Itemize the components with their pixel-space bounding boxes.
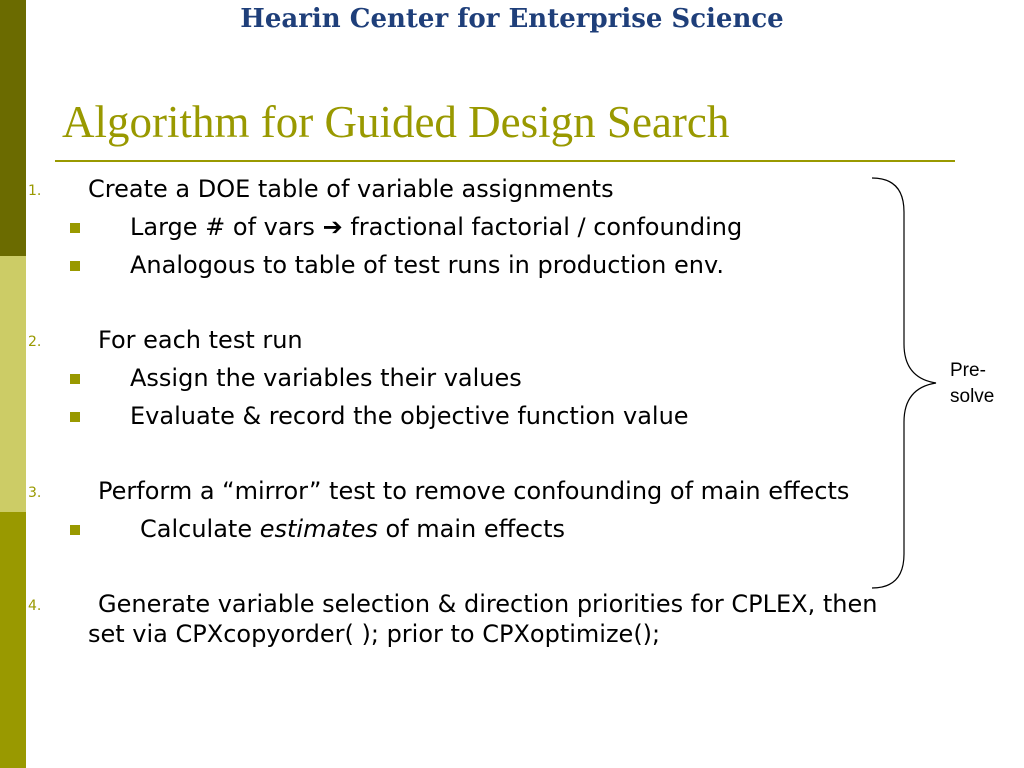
brace-label-line-1: Pre-: [950, 360, 986, 381]
sub-bullet-text: Analogous to table of test runs in production env.: [130, 251, 724, 279]
item-number: 2.: [28, 334, 42, 350]
item-text: Create a DOE table of variable assignments: [88, 175, 614, 203]
organization-header: Hearin Center for Enterprise Science: [240, 4, 784, 34]
right-arrow-icon: ➔: [322, 213, 343, 241]
sub-bullet: [28, 212, 908, 242]
item-text: Generate variable selection & direction priorities for CPLEX, then set via CPXcopyorder( ); prior to CPXoptimize();: [88, 590, 878, 648]
square-bullet-icon: [70, 223, 80, 233]
list-item-2: [28, 325, 908, 355]
title-underline: [55, 160, 955, 162]
square-bullet-icon: [70, 412, 80, 422]
sub-bullet-emphasis: estimates: [259, 515, 378, 543]
sub-bullet: [28, 250, 908, 280]
item-number: 3.: [28, 485, 42, 501]
left-bar-segment-middle: [0, 256, 26, 512]
slide-body: [28, 174, 908, 649]
left-bar-segment-bottom: [0, 512, 26, 768]
sub-bullet: [28, 401, 908, 431]
left-bar-segment-top: [0, 0, 26, 256]
right-curly-brace-icon: [860, 176, 950, 590]
square-bullet-icon: [70, 261, 80, 271]
item-number: 4.: [28, 598, 42, 614]
sub-bullet-text-before: Calculate: [140, 515, 260, 543]
spacer: [28, 544, 908, 589]
spacer: [28, 431, 908, 476]
item-text: Perform a “mirror” test to remove confounding of main effects: [98, 477, 850, 505]
sub-bullet-text: Evaluate & record the objective function value: [130, 402, 689, 430]
left-decorative-bar: [0, 0, 26, 768]
sub-bullet: [28, 363, 908, 393]
list-item-4: [28, 589, 908, 649]
list-item-1: [28, 174, 908, 204]
sub-bullet-text: Assign the variables their values: [130, 364, 522, 392]
slide-title: Algorithm for Guided Design Search: [62, 97, 730, 147]
item-number: 1.: [28, 183, 42, 199]
list-item-3: [28, 476, 908, 506]
sub-bullet-text-after: of main effects: [377, 515, 566, 543]
sub-bullet-text-before: Large # of vars: [130, 213, 315, 241]
brace-label-line-2: solve: [950, 386, 995, 407]
item-text: For each test run: [98, 326, 303, 354]
spacer: [28, 280, 908, 325]
sub-bullet-text-after: fractional factorial / confounding: [350, 213, 743, 241]
square-bullet-icon: [70, 525, 80, 535]
sub-bullet: [28, 514, 908, 544]
brace-label: [950, 358, 994, 410]
square-bullet-icon: [70, 374, 80, 384]
